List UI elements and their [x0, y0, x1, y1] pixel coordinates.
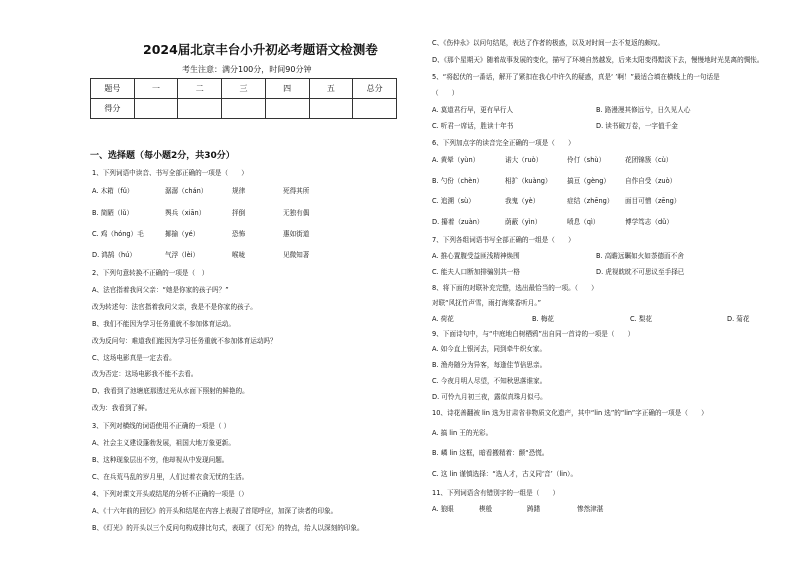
q1-option-d-w4: 见微知著	[283, 251, 310, 259]
q8-option-a: A. 荷花	[432, 315, 454, 323]
q6-option-d-w3: 喷息（qì）	[567, 218, 600, 226]
q6-option-c-w4: 面目可憎（zēng）	[625, 197, 681, 205]
score-cell: 题号	[91, 79, 135, 99]
score-table-score-row	[91, 99, 397, 119]
q6-option-c-w2: 我鬼（yè）	[505, 197, 540, 205]
score-input-cell[interactable]	[353, 99, 397, 119]
q2-option-d: D、我看到了池塘底那透过光从水面下照射的鲜艳的。	[92, 387, 249, 395]
score-table-header-row	[91, 79, 397, 99]
q6-option-b: B. 勺份（chèn）	[432, 177, 484, 185]
q2-option-a: A、法官指着我问父亲：“她是你家的孩子吗？”	[92, 286, 229, 294]
q1-option-a-w3: 规律	[232, 187, 246, 195]
q11-option-a-w3: 踌躇	[527, 505, 541, 513]
page-title: 2024届北京丰台小升初必考题语文检测卷	[143, 42, 378, 57]
q3-option-b: B、这种现象层出不穷，他却视从中发现问题。	[92, 456, 229, 464]
q7-option-c: C. 能夫人口断加排骗别共一格	[432, 268, 520, 276]
q9-option-a: A. 如今直上银河去，同到牵牛织女家。	[432, 345, 547, 353]
score-cell: 三	[222, 79, 266, 99]
q9-option-c: C. 今夜月明人尽望，不知秋思落谁家。	[432, 377, 547, 385]
q10-option-b: B. 嶙 lin 这框，暗看搬精着：颤“恐慌。	[432, 449, 549, 457]
question-9: 9、下面诗句中，与“中庭地白树栖鸦”出自同一首诗的一项是（ ）	[432, 330, 635, 338]
q5-option-a: A. 莫道君行早，更有早行人	[432, 106, 514, 114]
q3-option-a: A、社会主义建设蓬勃发展，祖国大地万象更新。	[92, 439, 235, 447]
question-8: 8、将下面的对联补充完整，选出最恰当的一项。（ ）	[432, 284, 598, 292]
score-input-cell[interactable]	[309, 99, 353, 119]
q9-option-b: B. 渔舟随分为异客，每逢佳节倍思亲。	[432, 361, 547, 369]
q1-option-c: C. 鸡（hóng）毛	[92, 230, 144, 238]
q11-option-a-w2: 楔般	[479, 505, 493, 513]
q10-option-a: A. 搞 lin 王的光彩。	[432, 429, 493, 437]
q10-option-c: C. 这 lin 谨慎选择：“选人才，古义同‘音’（lin）。	[432, 470, 578, 478]
q6-option-b-w3: 搞亘（gèng）	[567, 177, 610, 185]
q6-option-c-w3: 症结（zhēng）	[567, 197, 614, 205]
q6-option-b-w2: 相扩（kuàng）	[505, 177, 552, 185]
score-input-cell[interactable]	[222, 99, 266, 119]
q5-paren: （ ）	[432, 89, 459, 97]
q1-option-b-w3: 抨倒	[232, 209, 246, 217]
q2-option-b-change: 改为反问句：难道我们能因为学习任务重就不参加体育运动吗？	[92, 337, 277, 345]
score-cell: 四	[265, 79, 309, 99]
q5-option-b: B. 路漫漫其修远兮，日久见人心	[596, 106, 691, 114]
q8-option-c: C. 梨花	[630, 315, 652, 323]
q1-option-c-w3: 恐怖	[232, 230, 246, 238]
q9-option-d: D. 可怜九月初三夜，露似真珠月似弓。	[432, 393, 547, 401]
score-cell: 得分	[91, 99, 135, 119]
q1-option-d-w3: 喉咙	[232, 251, 246, 259]
exam-notice: 考生注意：满分100分，时间90分钟	[182, 65, 312, 74]
q5-option-d: D. 读书破万卷，一字值千金	[596, 122, 678, 130]
q2-option-a-change: 改为转述句：法官指着我问父亲，我是不是你家的孩子。	[92, 303, 257, 311]
question-5: 5、“将起伏的一番话，解开了紧扣在我心中许久的疑惑，真是‘ ’啊！”最适合填在横线上的一句话是	[432, 73, 720, 81]
score-input-cell[interactable]	[178, 99, 222, 119]
q6-option-a-w3: 伶仃（shù）	[567, 156, 606, 164]
q4-option-d: D、《那个星期天》随着故事发展的变化，描写了环境自然越发，后来太阳变得黯淡下去，慢慢地时光晃离的惆怅。	[432, 56, 764, 64]
q6-option-a-w2: 诺大（ruò）	[505, 156, 543, 164]
question-4: 4、下列对课文开头或结尾的分析不正确的一项是（）	[92, 490, 248, 498]
score-table	[90, 78, 397, 119]
q1-option-d-w2: 气浮（lèi）	[165, 251, 200, 259]
score-cell: 总分	[353, 79, 397, 99]
q2-option-c-change: 改为否定：这场电影我不能不去看。	[92, 370, 198, 378]
q1-option-a: A. 木箱（fǔ）	[92, 187, 134, 195]
section-heading: 一、选择题（每小题2分，共30分）	[90, 151, 235, 161]
q4-option-a: A、《十六年前的回忆》的开头和结尾在内容上表现了首尾呼应，加深了读者的印象。	[92, 507, 338, 515]
q4-option-c: C、《伤仲永》以问句结尾，表达了作者的极惑，以及对时间一去不复返的颇叹。	[432, 39, 665, 47]
q8-option-b: B. 梅花	[532, 315, 554, 323]
score-cell: 二	[178, 79, 222, 99]
question-1: 1、下列词语中读音、书写全部正确的一项是（ ）	[92, 169, 248, 177]
q4-option-b: B、《灯光》的开头以三个反问句构成排比句式，表现了《灯光》的特点，给人以深刻的印象。	[92, 524, 364, 532]
q6-option-a: A. 黄晕（yùn）	[432, 156, 480, 164]
q8-couplet: 对联“风抚竹声雪，雨打海棠香听月。”	[432, 299, 542, 307]
q2-option-d-change: 改为：我看到了鲜。	[92, 404, 152, 412]
q5-option-c: C. 听君一席话，胜读十年书	[432, 122, 514, 130]
question-3: 3、下列对横线的词语使用不正确的一项是（ ）	[92, 422, 231, 430]
q1-option-c-w4: 惠如街道	[283, 230, 310, 238]
q6-option-a-w4: 花团锦簇（cù）	[625, 156, 673, 164]
q1-option-b: B. 简陋（lǔ）	[92, 209, 134, 217]
q7-option-b: B. 高瞻远瞩如火如荼德而不舍	[596, 252, 684, 260]
q1-option-b-w4: 无独有偶	[283, 209, 310, 217]
q2-option-c: C、这场电影真是一定去看。	[92, 354, 176, 362]
q1-option-b-w2: 舆兵（xiān）	[165, 209, 206, 217]
score-input-cell[interactable]	[134, 99, 178, 119]
q6-option-d-w2: 荫蔽（yìn）	[505, 218, 542, 226]
question-10: 10、诗花善翻被 lin 选为甘肃省非物质文化遗产，其中“lin 选”的“lin”字正确的一项是（ ）	[432, 409, 708, 417]
score-cell: 五	[309, 79, 353, 99]
q1-option-a-w4: 死得其所	[283, 187, 310, 195]
score-input-cell[interactable]	[265, 99, 309, 119]
question-11: 11、下列词语含有错别字的一组是（ ）	[432, 489, 560, 497]
score-cell: 一	[134, 79, 178, 99]
question-7: 7、下列各组词语书写全部正确的一组是（ ）	[432, 236, 575, 244]
q6-option-c: C. 追溯（sù）	[432, 197, 475, 205]
q7-option-d: D. 虎视眈眈不可思议至手择已	[596, 268, 685, 276]
q6-option-d: D. 攥着（zuàn）	[432, 218, 484, 226]
q11-option-a: A. 狼眼	[432, 505, 454, 513]
q6-option-d-w4: 博学笃志（dǔ）	[625, 218, 673, 226]
question-2: 2、下列句意转换不正确的一项是（ ）	[92, 269, 209, 277]
q1-option-c-w2: 揶揄（yé）	[165, 230, 200, 238]
q11-option-a-w4: 惨然津湛	[577, 505, 604, 513]
q2-option-b: B、我们不能因为学习任务重就不参加体育运动。	[92, 320, 235, 328]
q8-option-d: D. 菊花	[727, 315, 750, 323]
q1-option-d: D. 鸿鹄（hú）	[92, 251, 137, 259]
q6-option-b-w4: 自作自受（zuò）	[625, 177, 677, 185]
q7-option-a: A. 推心置腹受益匪浅精神焕围	[432, 252, 520, 260]
question-6: 6、下列加点字的读音完全正确的一项是（ ）	[432, 139, 575, 147]
q1-option-a-w2: 潺潺（chán）	[165, 187, 208, 195]
q3-option-c: C、在兵荒马乱的岁月里，人们过着衣食无忧的生活。	[92, 473, 249, 481]
